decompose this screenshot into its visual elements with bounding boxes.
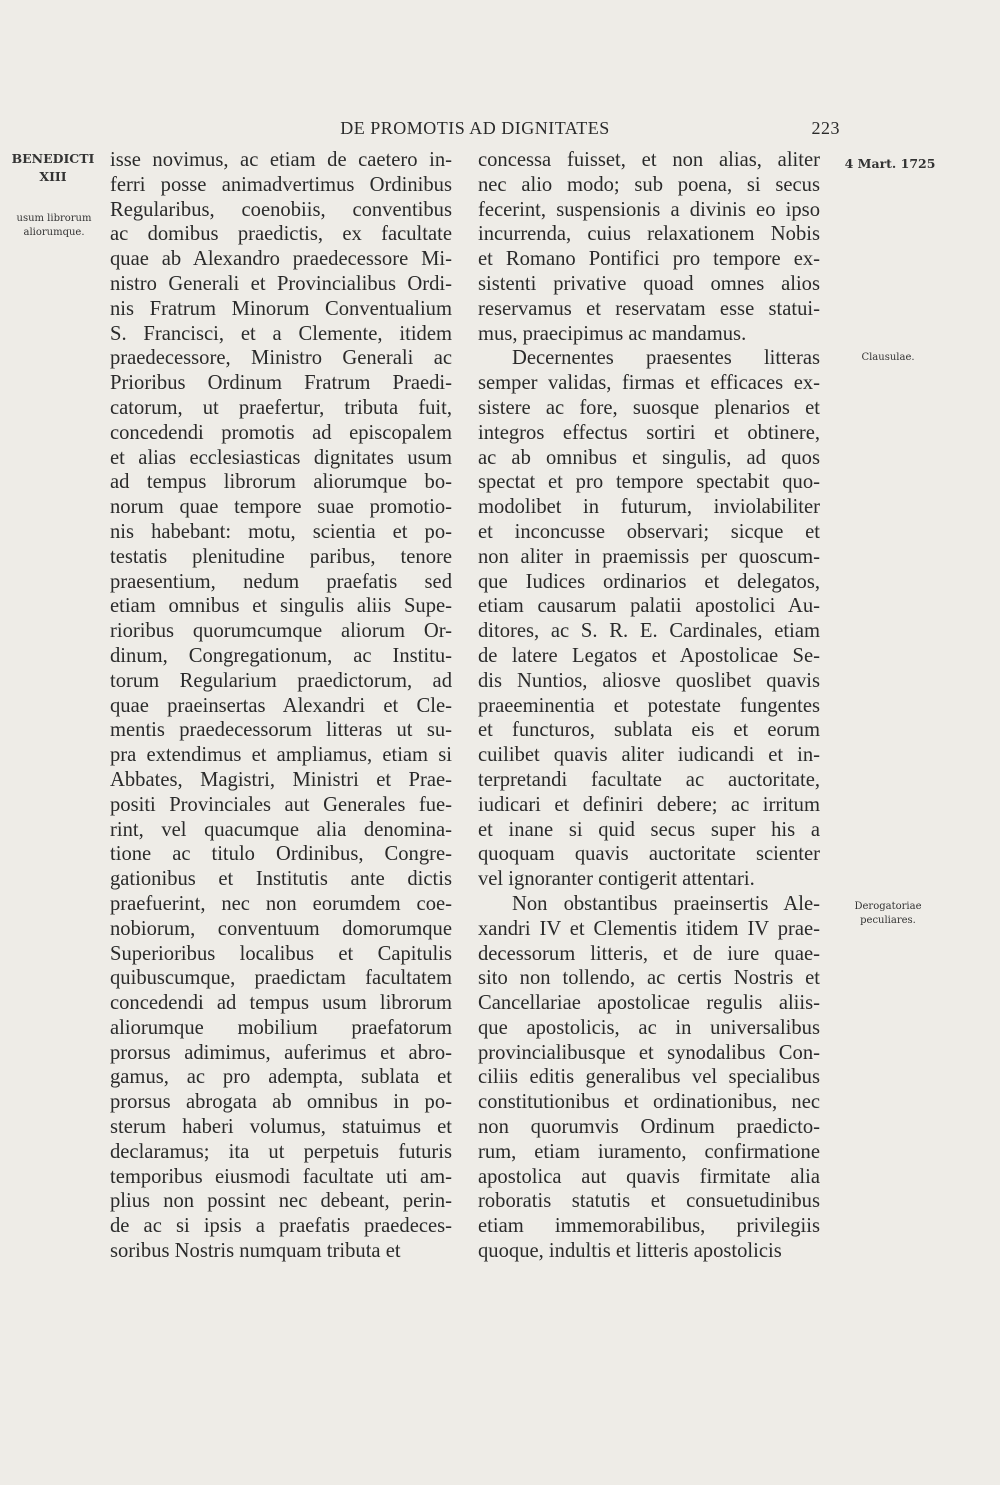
running-title: DE PROMOTIS AD DIGNITATES [340, 118, 610, 138]
right-text-column [478, 148, 820, 1264]
text-line: aliorumque mobilium praefatorum [110, 1016, 452, 1039]
text-line: Superioribus localibus et Capitulis [110, 942, 452, 965]
text-line: Decernentes praesentes litteras [512, 347, 820, 370]
text-line: nobiorum, conventuum domorumque [110, 917, 452, 940]
text-line: Non obstantibus praeinsertis Ale- [512, 892, 820, 915]
text-line: dinum, Congregationum, ac Institu- [110, 644, 452, 667]
text-line: et Romano Pontifici pro tempore ex- [478, 248, 820, 271]
text-line: et functuros, sublata eis et eorum [478, 719, 820, 742]
text-line: quae ab Alexandro praedecessore Mi- [110, 248, 452, 271]
margin-note-derogatoriae [838, 900, 938, 928]
text-line: semper validas, firmas et efficaces ex- [478, 372, 820, 395]
margin-note-topic [10, 212, 98, 240]
text-line: que Iudices ordinarios et delegatos, [478, 570, 820, 593]
text-line: Abbates, Magistri, Ministri et Prae- [110, 768, 452, 791]
text-line: terpretandi facultate ac auctoritate, [478, 768, 820, 791]
text-line: etiam omnibus et singulis aliis Supe- [110, 595, 452, 618]
text-line: norum quae tempore suae promotio- [110, 496, 452, 519]
text-line: sistere ac fore, suosque plenarios et [478, 396, 820, 419]
text-line: et alias ecclesiasticas dignitates usum [110, 446, 452, 469]
text-line: concedendi ad tempus usum librorum [110, 992, 452, 1015]
text-line: spectat et pro tempore spectabit quo- [478, 471, 820, 494]
text-line: temporibus eiusmodi facultate uti am- [110, 1165, 452, 1188]
text-line: S. Francisci, et a Clemente, itidem [110, 322, 452, 345]
text-line: praesentium, nedum praefatis sed [110, 570, 452, 593]
text-line: quoquam quavis auctoritate scienter [478, 843, 820, 866]
text-line: vel ignoranter contigerit attentari. [478, 868, 755, 891]
text-line: rioribus quorumcumque aliorum Or- [110, 620, 452, 643]
text-line: xandri IV et Clementis itidem IV prae- [478, 917, 820, 940]
text-line: nis habebant: motu, scientia et po- [110, 520, 452, 543]
text-line: ciliis editis generalibus vel specialibus [478, 1066, 820, 1089]
text-line: dis Nuntios, aliosve quoslibet quavis [478, 669, 820, 692]
text-line: et inane si quid secus super his a [478, 818, 820, 841]
text-line: Prioribus Ordinum Fratrum Praedi- [110, 372, 452, 395]
text-line: ferri posse animadvertimus Ordinibus [110, 173, 452, 196]
text-line: positi Provinciales aut Generales fue- [110, 793, 452, 816]
text-line: integros effectus sortiri et obtinere, [478, 421, 820, 444]
text-line: concessa fuisset, et non alias, aliter [478, 149, 820, 171]
text-line: de latere Legatos et Apostolicae Se- [478, 644, 820, 667]
text-line: reservamus et reservatam esse statui- [478, 297, 820, 320]
text-line: ad tempus librorum aliorumque bo- [110, 471, 452, 494]
text-line: etiam immemorabilibus, privilegiis [478, 1215, 820, 1238]
text-line: gamus, ac pro adempta, sublata et [110, 1066, 452, 1089]
text-line: Regularibus, coenobiis, conventibus [110, 198, 452, 221]
margin-note-pope-number: XIII [39, 169, 67, 184]
text-line: sistenti privative quoad omnes alios [478, 272, 820, 295]
page-number: 223 [811, 118, 840, 138]
text-line: praedecessore, Ministro Generali ac [110, 347, 452, 370]
text-line: de ac si ipsis a praefatis praedeces- [110, 1215, 452, 1238]
text-line: nis Fratrum Minorum Conventualium [110, 297, 452, 320]
text-line: tione ac titulo Ordinibus, Congre- [110, 843, 452, 866]
text-line: soribus Nostris numquam tributa et [110, 1240, 401, 1263]
margin-note-derog-line: peculiares. [860, 915, 916, 926]
text-line: que apostolicis, ac in universalibus [478, 1016, 820, 1039]
text-line: ac ab omnibus et singulis, ad quos [478, 446, 820, 469]
text-line: decessorum litteris, et de iure quae- [478, 942, 820, 965]
text-line: iudicari et definiri debere; ac irritum [478, 793, 820, 816]
text-line: cuilibet quavis aliter iudicandi et in- [478, 744, 820, 767]
text-line: testatis plenitudine paribus, tenore [110, 545, 452, 568]
text-line: quae praeinsertas Alexandri et Cle- [110, 694, 452, 717]
text-line: non aliter in praemissis per quoscum- [478, 545, 820, 568]
text-line: praefuerint, nec non eorumdem coe- [110, 892, 452, 915]
text-line: fecerint, suspensionis a divinis eo ipso [478, 198, 820, 221]
text-line: constitutionibus et ordinationibus, nec [478, 1091, 820, 1114]
text-line: incurrenda, cuius relaxationem Nobis [478, 223, 820, 246]
text-line: provincialibusque et synodalibus Con- [478, 1041, 820, 1064]
text-line: pra extendimus et ampliamus, etiam si [110, 744, 452, 767]
text-line: prorsus adimimus, auferimus et abro- [110, 1041, 452, 1064]
text-line: torum Regularium praedictorum, ad [110, 669, 452, 692]
text-line: mentis praedecessorum litteras ut su- [110, 719, 452, 742]
margin-note-pope [8, 150, 98, 186]
margin-note-clausulae: Clausulae. [861, 352, 915, 363]
text-line: etiam causarum palatii apostolici Au- [478, 595, 820, 618]
margin-note-derog-line: Derogatoriae [854, 901, 922, 912]
text-line: plius non possint nec debeant, perin- [110, 1190, 452, 1213]
text-line: non quorumvis Ordinum praedicto- [478, 1116, 820, 1139]
text-line: prorsus abrogata ab omnibus in po- [110, 1091, 452, 1114]
margin-note-date: 4 Mart. 1725 [844, 156, 936, 171]
text-line: roboratis statutis et consuetudinibus [478, 1190, 820, 1213]
text-line: declaramus; ita ut perpetuis futuris [110, 1140, 452, 1163]
text-line: rint, vel quacumque alia denomina- [110, 818, 452, 841]
text-line: et inconcusse observari; sicque et [478, 520, 820, 543]
text-line: modolibet in futurum, inviolabiliter [478, 496, 820, 519]
text-line: praeeminentia et potestate fungentes [478, 694, 820, 717]
text-line: concedendi promotis ad episcopalem [110, 421, 452, 444]
text-line: sito non tollendo, ac certis Nostris et [478, 967, 820, 990]
text-line: quoque, indultis et litteris apostolicis [478, 1240, 782, 1263]
margin-note-topic-line: aliorumque. [23, 227, 85, 238]
text-line: sterum haberi volumus, statuimus et [110, 1116, 452, 1139]
margin-note-pope-name: BENEDICTI [11, 151, 95, 166]
text-line: ditores, ac S. R. E. Cardinales, etiam [478, 620, 820, 643]
text-line: apostolica aut quavis firmitate alia [478, 1165, 820, 1188]
text-line: Cancellariae apostolicae regulis aliis- [478, 992, 820, 1015]
left-text-column [110, 148, 452, 1264]
text-line: mus, praecipimus ac mandamus. [478, 322, 747, 345]
text-line: ac domibus praedictis, ex facultate [110, 223, 452, 246]
text-line: nistro Generali et Provincialibus Ordi- [110, 272, 452, 295]
text-line: gationibus et Institutis ante dictis [110, 868, 452, 891]
margin-note-topic-line: usum librorum [16, 213, 92, 224]
text-line: nec alio modo; sub poena, si secus [478, 173, 820, 196]
text-line: catorum, ut praefertur, tributa fuit, [110, 396, 452, 419]
text-line: rum, etiam iuramento, confirmatione [478, 1140, 820, 1163]
text-line: quibuscumque, praedictam facultatem [110, 967, 452, 990]
text-line: isse novimus, ac etiam de caetero in- [110, 149, 452, 171]
